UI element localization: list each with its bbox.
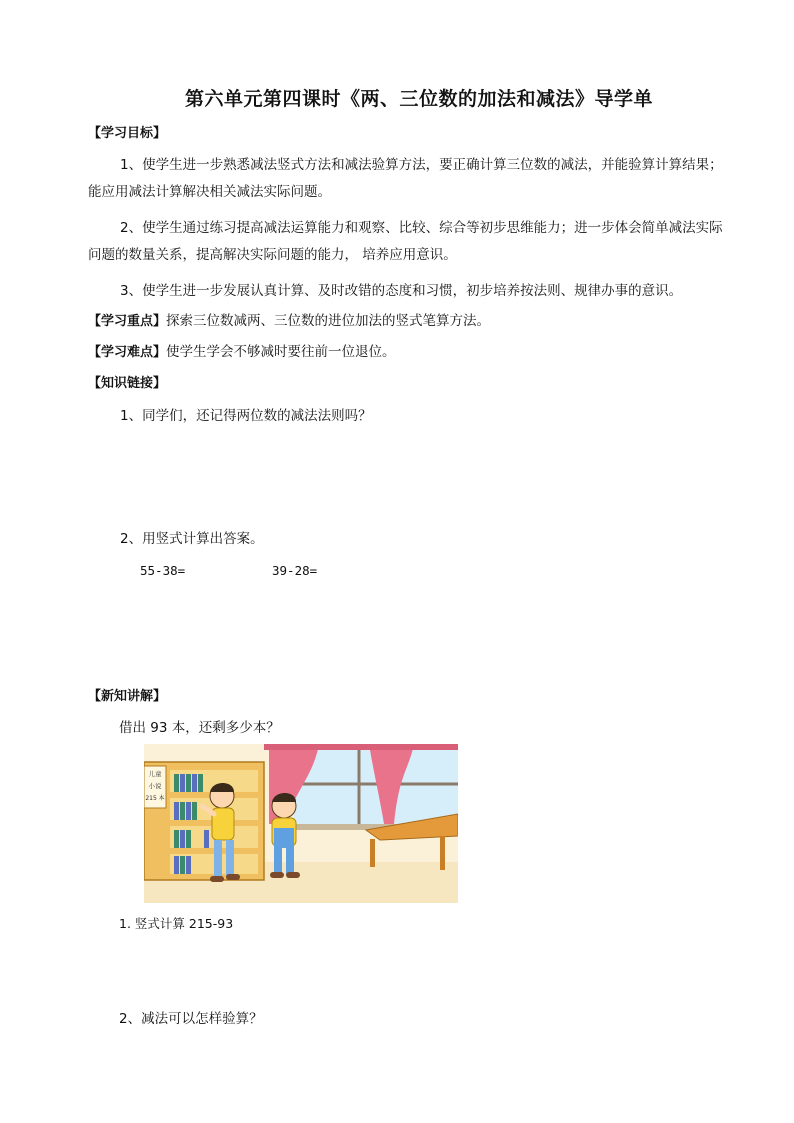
problem-text: 借出 93 本，还剩多少本？ xyxy=(119,720,280,736)
links-question-1: 1、同学们，还记得两位数的减法法则吗？ xyxy=(120,408,372,424)
difficulty-line xyxy=(88,339,728,366)
difficulty-text: 使学生学会不够减时要往前一位退位。 xyxy=(166,344,396,360)
focus-text: 探索三位数减两、三位数的进位加法的竖式笔算方法。 xyxy=(166,313,491,329)
difficulty-label: 【学习难点】 xyxy=(88,345,167,360)
focus-line xyxy=(88,308,728,335)
new-question-1: 1. 竖式计算 215-93 xyxy=(119,916,234,931)
links-header: 【知识链接】 xyxy=(88,376,167,391)
goal-1: 1、使学生进一步熟悉减法竖式方法和减法验算方法，要正确计算三位数的减法，并能验算计算结果；能应用减法计算解决相关减法实际问题。 xyxy=(88,157,723,200)
goal-2: 2、使学生通过练习提高减法运算能力和观察、比较、综合等初步思维能力；进一步体会简单减法实际问题的数量关系，提高解决实际问题的能力， 培养应用意识。 xyxy=(88,220,723,263)
bookshelf xyxy=(144,762,264,880)
shelf-sign-line-2: 小说 xyxy=(148,782,162,790)
new-header: 【新知讲解】 xyxy=(88,689,167,704)
library-scene-svg xyxy=(144,744,458,903)
calc-item-2: 39-28= xyxy=(272,563,318,578)
new-question-2: 2、减法可以怎样验算？ xyxy=(119,1011,263,1027)
page-title: 第六单元第四课时《两、三位数的加法和减法》导学单 xyxy=(184,88,653,110)
shelf-sign-line-1: 儿童 xyxy=(148,770,162,778)
calc-item-1: 55-38= xyxy=(140,563,186,578)
shelf-sign-line-3: 215 本 xyxy=(145,795,165,802)
goals-header: 【学习目标】 xyxy=(88,126,167,141)
goal-3: 3、使学生进一步发展认真计算、及时改错的态度和习惯，初步培养按法则、规律办事的意识。 xyxy=(120,283,683,299)
library-illustration xyxy=(144,744,458,903)
links-question-2: 2、用竖式计算出答案。 xyxy=(120,531,264,547)
focus-label: 【学习重点】 xyxy=(88,314,167,329)
